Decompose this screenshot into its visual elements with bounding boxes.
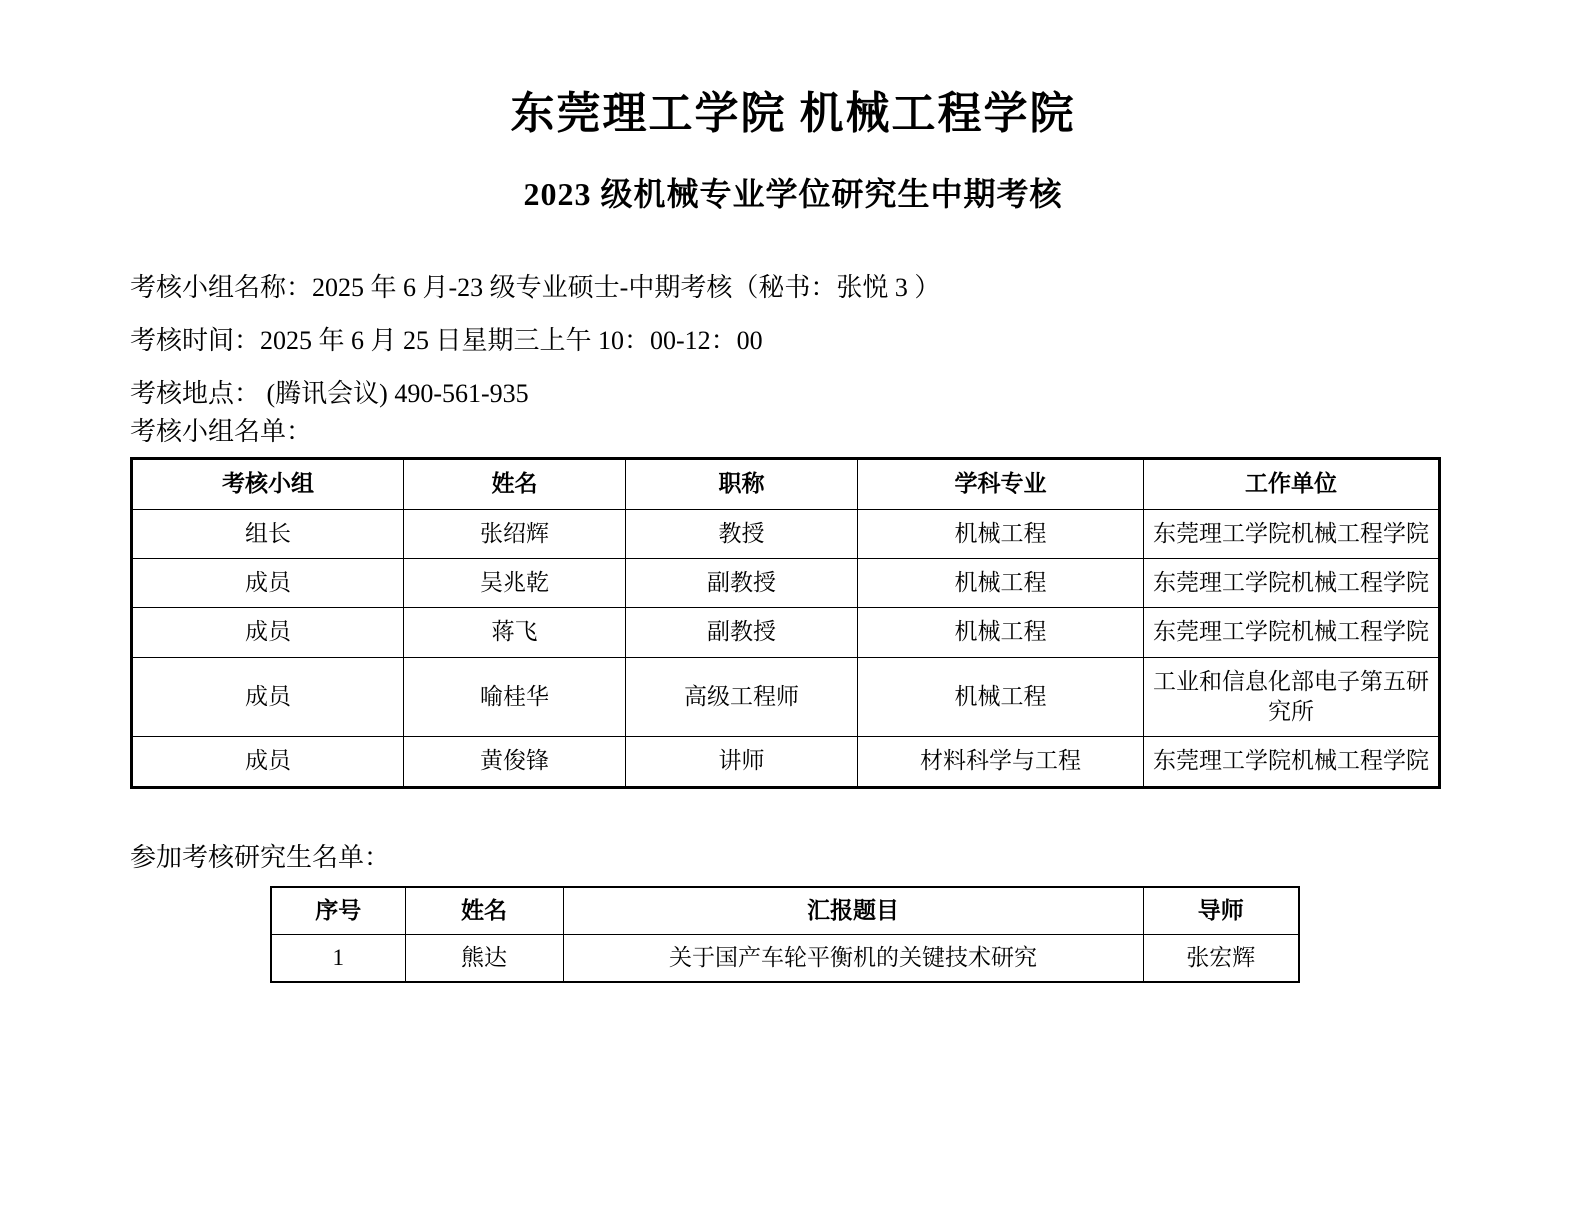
table-row [132,558,1440,607]
cell-workplace: 东莞理工学院机械工程学院 [1144,737,1440,787]
exam-time-line: 考核时间：2025 年 6 月 25 日星期三上午 10：00-12：00 [130,326,763,356]
workplace-col-header: 工作单位 [1144,459,1440,509]
table-row [271,935,1299,983]
cell-group: 成员 [132,558,404,607]
cell-title: 教授 [626,509,858,558]
cell-supervisor: 张宏辉 [1143,935,1299,983]
exam-place-line: 考核地点： (腾讯会议) 490-561-935 [130,379,529,409]
cell-discipline: 材料科学与工程 [858,737,1144,787]
cell-name: 喻桂华 [404,657,626,737]
group-name-line: 考核小组名称：2025 年 6 月-23 级专业硕士-中期考核（秘书：张悦 3 ） [130,273,941,303]
cell-discipline: 机械工程 [858,558,1144,607]
student-name-col-header: 姓名 [405,887,563,935]
cell-student-name: 熊达 [405,935,563,983]
cell-title: 副教授 [626,608,858,657]
cell-name: 吴兆乾 [404,558,626,607]
table-header-row [271,887,1299,935]
discipline-col-header: 学科专业 [858,459,1144,509]
group-col-header: 考核小组 [132,459,404,509]
students-list-label: 参加考核研究生名单： [130,842,391,872]
cell-index: 1 [271,935,405,983]
cell-name: 蒋飞 [404,608,626,657]
cell-discipline: 机械工程 [858,608,1144,657]
cell-title: 高级工程师 [626,657,858,737]
supervisor-col-header: 导师 [1143,887,1299,935]
name-col-header: 姓名 [404,459,626,509]
title-col-header: 职称 [626,459,858,509]
cell-workplace: 东莞理工学院机械工程学院 [1144,558,1440,607]
page-title: 东莞理工学院 机械工程学院 [510,89,1076,138]
cell-name: 张绍辉 [404,509,626,558]
cell-workplace: 东莞理工学院机械工程学院 [1144,608,1440,657]
cell-title: 讲师 [626,737,858,787]
table-row [132,509,1440,558]
cell-group: 组长 [132,509,404,558]
table-row [132,657,1440,737]
cell-workplace: 工业和信息化部电子第五研究所 [1144,657,1440,737]
cell-name: 黄俊锋 [404,737,626,787]
group-list-label: 考核小组名单： [130,417,313,447]
cell-group: 成员 [132,657,404,737]
table-row [132,737,1440,787]
index-col-header: 序号 [271,887,405,935]
document-page [0,88,1586,1209]
meta-block [130,275,1456,445]
cell-discipline: 机械工程 [858,657,1144,737]
cell-group: 成员 [132,737,404,787]
table-row [132,608,1440,657]
table-header-row [132,459,1440,509]
cell-title: 副教授 [626,558,858,607]
cell-discipline: 机械工程 [858,509,1144,558]
students-table [270,886,1300,984]
cell-workplace: 东莞理工学院机械工程学院 [1144,509,1440,558]
cell-report-topic: 关于国产车轮平衡机的关键技术研究 [563,935,1143,983]
page-subtitle: 2023 级机械专业学位研究生中期考核 [523,175,1063,212]
cell-group: 成员 [132,608,404,657]
report-topic-col-header: 汇报题目 [563,887,1143,935]
assessment-group-table [130,457,1441,789]
